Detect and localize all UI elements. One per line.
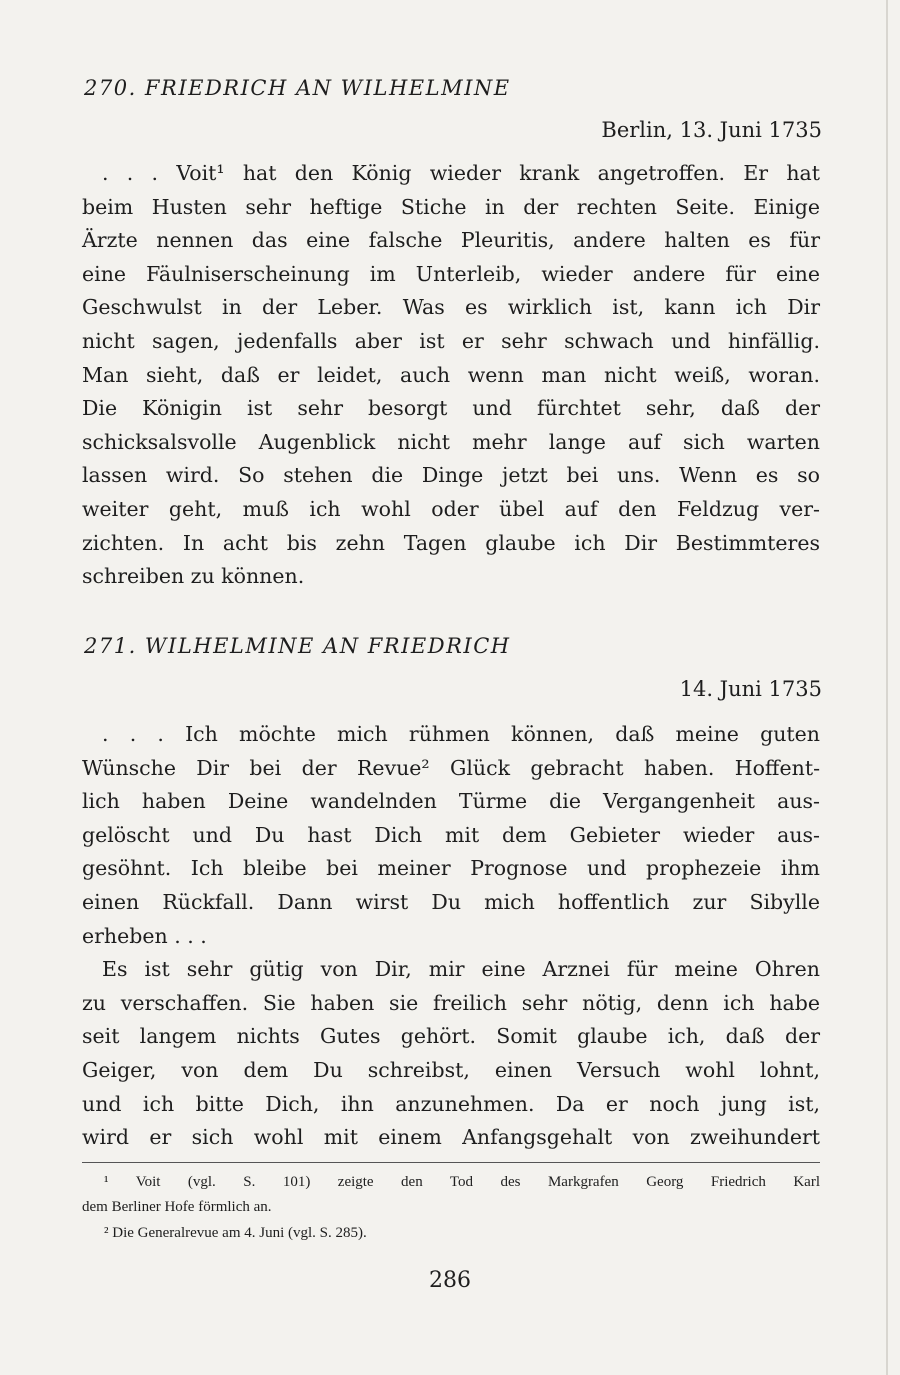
text-line: lich haben Deine wandelnden Türme die Vergangenheit aus- — [82, 789, 820, 814]
text-line: eine Fäulniserscheinung im Unterleib, wieder andere für eine — [82, 261, 820, 286]
text-line: Es ist sehr gütig von Dir, mir eine Arznei für meine Ohren — [102, 957, 820, 982]
footnote: dem Berliner Hofe förmlich an. — [82, 1199, 272, 1215]
text-line: erheben . . . — [82, 923, 207, 948]
text-line: beim Husten sehr heftige Stiche in der rechten Seite. Einige — [82, 194, 820, 219]
text-line: zu verschaffen. Sie haben sie freilich sehr nötig, denn ich habe — [82, 990, 820, 1015]
text-line: . . . Ich möchte mich rühmen können, daß meine guten — [102, 722, 820, 746]
text-line: gesöhnt. Ich bleibe bei meiner Prognose und prophezeie ihm — [82, 856, 820, 881]
page-number: 286 — [429, 1268, 471, 1293]
letter-heading: 270. FRIEDRICH AN WILHELMINE — [84, 76, 511, 100]
page-edge — [886, 0, 888, 1375]
letter-heading: 271. WILHELMINE AN FRIEDRICH — [84, 634, 511, 658]
text-line: Ärzte nennen das eine falsche Pleuritis, andere halten es für — [82, 228, 820, 253]
text-line: wird er sich wohl mit einem Anfangsgehalt von zweihundert — [82, 1125, 820, 1150]
text-line: Die Königin ist sehr besorgt und fürchtet sehr, daß der — [82, 396, 820, 421]
text-line: . . . Voit¹ hat den König wieder krank angetroffen. Er hat — [102, 161, 820, 185]
letter-date: 14. Juni 1735 — [679, 677, 822, 701]
text-line: Geiger, von dem Du schreibst, einen Versuch wohl lohnt, — [82, 1058, 820, 1082]
text-line: zichten. In acht bis zehn Tagen glaube ich Dir Bestimmteres — [82, 530, 820, 555]
text-line: Wünsche Dir bei der Revue² Glück gebracht haben. Hoffent- — [82, 755, 820, 780]
footnote: ¹ Voit (vgl. S. 101) zeigte den Tod des Markgrafen Georg Friedrich Karl — [104, 1174, 820, 1190]
text-line: Man sieht, daß er leidet, auch wenn man nicht weiß, woran. — [82, 362, 820, 387]
text-line: weiter geht, muß ich wohl oder übel auf den Feldzug ver- — [82, 497, 820, 521]
text-line: seit langem nichts Gutes gehört. Somit glaube ich, daß der — [82, 1024, 820, 1049]
text-line: und ich bitte Dich, ihn anzunehmen. Da er noch jung ist, — [82, 1091, 820, 1116]
footnote-divider — [82, 1162, 820, 1163]
text-line: lassen wird. So stehen die Dinge jetzt bei uns. Wenn es so — [82, 463, 820, 488]
text-line: einen Rückfall. Dann wirst Du mich hoffentlich zur Sibylle — [82, 890, 820, 914]
text-line: schicksalsvolle Augenblick nicht mehr lange auf sich warten — [82, 429, 820, 454]
footnote: ² Die Generalrevue am 4. Juni (vgl. S. 285). — [104, 1225, 367, 1241]
letter-date: Berlin, 13. Juni 1735 — [601, 118, 822, 142]
text-line: schreiben zu können. — [82, 564, 305, 589]
text-line: gelöscht und Du hast Dich mit dem Gebieter wieder aus- — [82, 822, 820, 847]
text-line: Geschwulst in der Leber. Was es wirklich ist, kann ich Dir — [82, 295, 820, 320]
text-line: nicht sagen, jedenfalls aber ist er sehr schwach und hinfällig. — [82, 329, 820, 353]
